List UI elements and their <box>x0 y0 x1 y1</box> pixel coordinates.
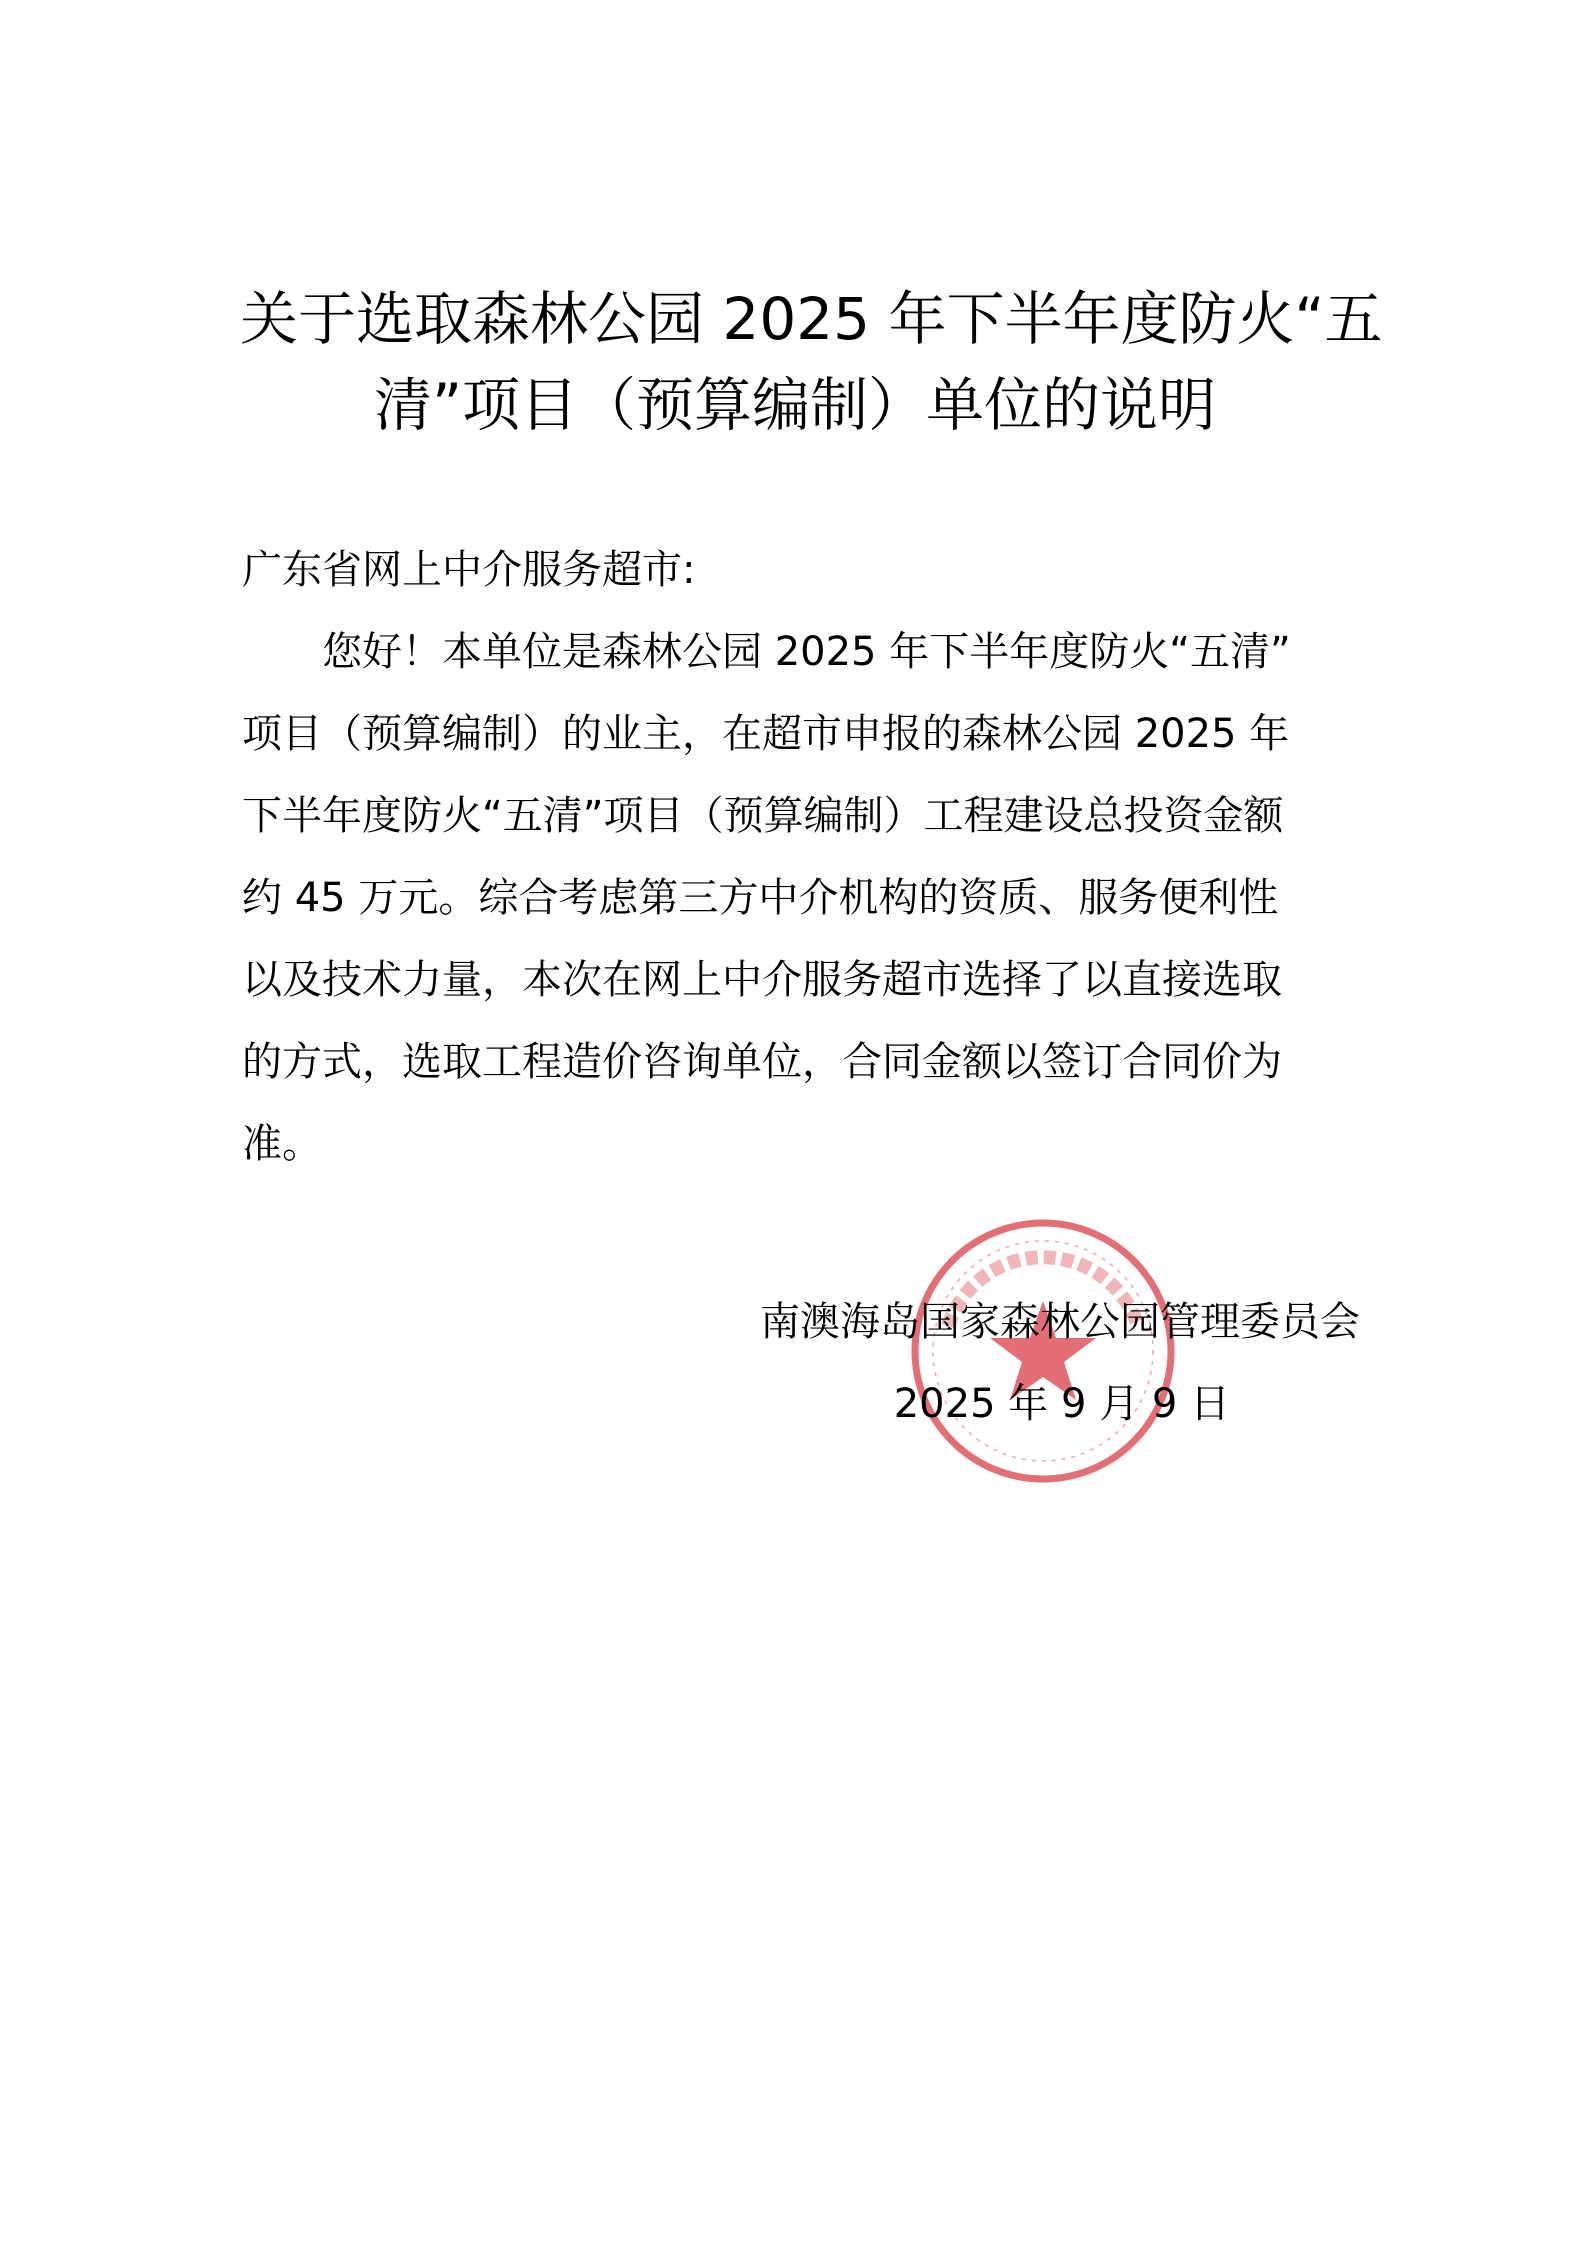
body-line-2: 项目（预算编制）的业主，在超市申报的森林公园 2025 年 <box>242 711 1290 757</box>
body-line-4: 约 45 万元。综合考虑第三方中介机构的资质、服务便利性 <box>242 875 1279 921</box>
body-line-5: 以及技术力量，本次在网上中介服务超市选择了以直接选取 <box>242 957 1282 1003</box>
document-title <box>240 276 1383 448</box>
body-line-6: 的方式，选取工程造价咨询单位，合同金额以签订合同价为 <box>242 1039 1282 1085</box>
body-line-7: 准。 <box>242 1121 322 1167</box>
title-line-1: 关于选取森林公园 2025 年下半年度防火“五 <box>240 285 1383 353</box>
salutation: 广东省网上中介服务超市: <box>242 547 696 593</box>
body-line-3: 下半年度防火“五清”项目（预算编制）工程建设总投资金额 <box>242 793 1284 839</box>
body-line-1: 您好！本单位是森林公园 2025 年下半年度防火“五清” <box>242 629 1291 675</box>
title-line-2: 清”项目（预算编制）单位的说明 <box>373 371 1217 439</box>
signature-date: 2025 年 9 月 9 日 <box>893 1381 1230 1427</box>
signature-organization: 南澳海岛国家森林公园管理委员会 <box>760 1299 1360 1345</box>
